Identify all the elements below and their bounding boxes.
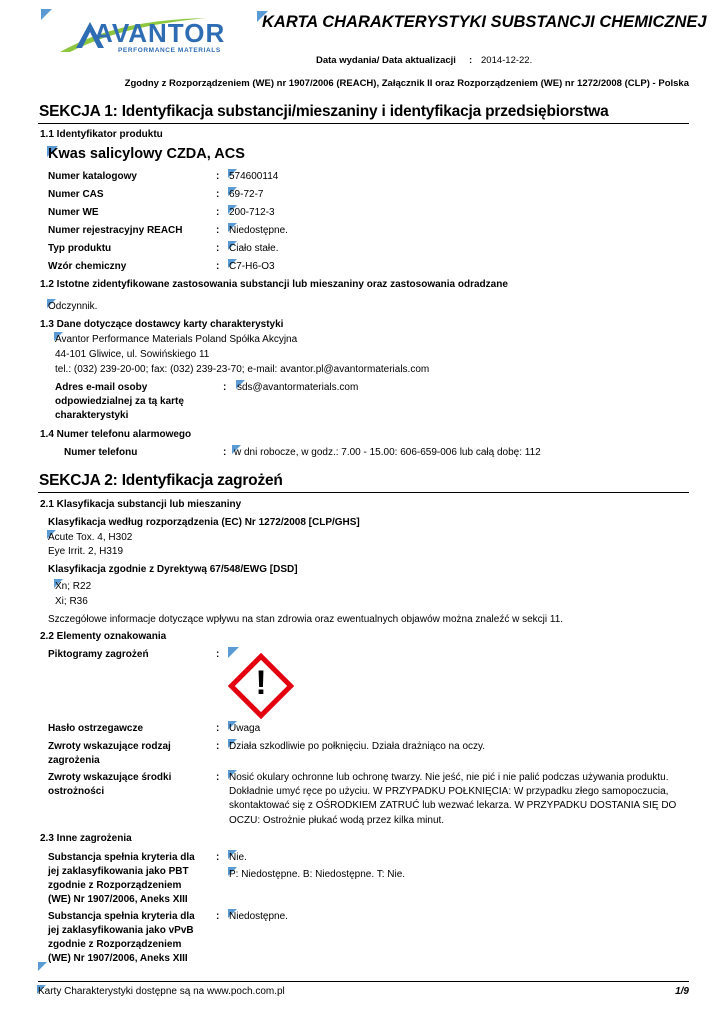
footer-rule xyxy=(38,981,689,982)
precautionary-label: ostrożności xyxy=(48,786,105,797)
company-logo xyxy=(56,12,246,56)
document-title: KARTA CHARAKTERYSTYKI SUBSTANCJI CHEMICZNEJ xyxy=(262,13,707,31)
field-value: 69-72-7 xyxy=(229,189,264,200)
health-details-note: Szczegółowe informacje dotyczące wpływu na stan zdrowia oraz ewentualnych objawów można znaleźć w sekcji 11. xyxy=(48,614,564,625)
phone-colon: : xyxy=(223,447,227,458)
vpvb-colon: : xyxy=(216,911,220,922)
identified-use: Odczynnik. xyxy=(48,301,98,312)
field-colon: : xyxy=(216,171,220,182)
subsection-1-2-title: 1.2 Istotne zidentyfikowane zastosowania substancji lub mieszaniny oraz zastosowania odradzane xyxy=(40,279,508,290)
regulation-line: Zgodny z Rozporządzeniem (WE) nr 1907/2006 (REACH), Załącznik II oraz Rozporządzeniem (WE) nr 1272/2008 (CLP) - Polska xyxy=(124,78,689,89)
email-label: charakterystyki xyxy=(55,410,129,421)
field-colon: : xyxy=(216,261,220,272)
vpvb-label: (WE) Nr 1907/2006, Aneks XIII xyxy=(48,953,188,964)
field-label: Numer WE xyxy=(48,207,99,218)
hazard-colon: : xyxy=(216,741,220,752)
pbt-label: (WE) Nr 1907/2006, Aneks XIII xyxy=(48,894,188,905)
phone-label: Numer telefonu xyxy=(64,447,138,458)
precautionary-colon: : xyxy=(216,772,220,783)
logo-brand-text: AVANTOR xyxy=(94,18,226,48)
signal-word-label: Hasło ostrzegawcze xyxy=(48,723,144,734)
pbt-label: zgodnie z Rozporządzeniem xyxy=(48,880,182,891)
field-value: Niedostępne. xyxy=(229,225,288,236)
supplier-contact: tel.: (032) 239-20-00; fax: (032) 239-23-70; e-mail: avantor.pl@avantormaterials.com xyxy=(55,364,430,375)
field-label: Typ produktu xyxy=(48,243,112,254)
dsd-heading: Klasyfikacja zgodnie z Dyrektywą 67/548/EWG [DSD] xyxy=(48,564,298,575)
precautionary-label: Zwroty wskazujące środki xyxy=(48,772,172,783)
dsd-class-2: Xi; R36 xyxy=(55,596,88,607)
subsection-2-1-title: 2.1 Klasyfikacja substancji lub mieszaniny xyxy=(40,499,242,510)
pbt-label: Substancja spełnia kryteria dla xyxy=(48,852,195,863)
dsd-class-1: Xn; R22 xyxy=(55,581,92,592)
footer-text: Karty Charakterystyki dostępne są na www.poch.com.pl xyxy=(38,986,285,997)
pbt-label: jej zaklasyfikowania jako PBT xyxy=(48,866,189,877)
subsection-1-4-title: 1.4 Numer telefonu alarmowego xyxy=(40,429,192,440)
field-colon: : xyxy=(216,243,220,254)
field-value: Ciało stałe. xyxy=(229,243,279,254)
issue-date-value: 2014-12-22. xyxy=(481,55,533,66)
signal-word-colon: : xyxy=(216,723,220,734)
field-label: Numer katalogowy xyxy=(48,171,137,182)
subsection-1-3-title: 1.3 Dane dotyczące dostawcy karty charakterystyki xyxy=(40,319,284,330)
precautionary-line: Nosić okulary ochronne lub ochronę twarzy. Nie jeść, nie pić i nie palić podczas używania produktu. xyxy=(229,772,669,783)
field-value: C7-H6-O3 xyxy=(229,261,275,272)
signal-word-value: Uwaga xyxy=(229,723,261,734)
field-colon: : xyxy=(216,207,220,218)
pictograms-label: Piktogramy zagrożeń xyxy=(48,649,149,660)
supplier-name: Avantor Performance Materials Poland Spółka Akcyjna xyxy=(55,334,298,345)
pbt-colon: : xyxy=(216,852,220,863)
logo-tagline: PERFORMANCE MATERIALS xyxy=(118,47,221,54)
precautionary-line: OCZU: Ostrożnie płukać wodą przez kilka minut. xyxy=(229,815,445,826)
email-colon: : xyxy=(223,382,227,393)
clp-heading: Klasyfikacja według rozporządzenia (EC) Nr 1272/2008 [CLP/GHS] xyxy=(48,517,360,528)
ghs07-exclamation-pictogram-icon xyxy=(228,653,294,719)
field-value: 200-712-3 xyxy=(229,207,275,218)
field-value: 574600114 xyxy=(229,171,279,182)
product-name: Kwas salicylowy CZDA, ACS xyxy=(48,146,245,162)
precautionary-line: Dokładnie umyć ręce po użyciu. W PRZYPADKU POŁKNIĘCIA: W przypadku złego samopoczucia, xyxy=(229,786,669,797)
issue-date-label: Data wydania/ Data aktualizacji xyxy=(316,55,456,66)
hazard-statements-label: Zwroty wskazujące rodzaj xyxy=(48,741,171,752)
hazard-statements-label: zagrożenia xyxy=(48,755,100,766)
email-label: Adres e-mail osoby xyxy=(55,382,148,393)
precautionary-line: skontaktować się z OŚRODKIEM ZATRUĆ lub wezwać lekarza. W PRZYPADKU DOSTANIA SIĘ DO xyxy=(229,800,677,811)
section-2-title: SEKCJA 2: Identyfikacja zagrożeń xyxy=(39,472,283,489)
supplier-address: 44-101 Gliwice, ul. Sowińskiego 11 xyxy=(55,349,210,360)
field-label: Numer CAS xyxy=(48,189,104,200)
field-colon: : xyxy=(216,189,220,200)
page-number: 1/9 xyxy=(675,986,689,997)
field-label: Numer rejestracyjny REACH xyxy=(48,225,183,236)
pbt-value: Nie. xyxy=(229,852,247,863)
vpvb-label-marker-icon xyxy=(38,962,47,971)
subsection-1-1-title: 1.1 Identyfikator produktu xyxy=(40,129,163,140)
vpvb-label: jej zaklasyfikowania jako vPvB xyxy=(48,925,194,936)
pbt-detail-value: P: Niedostępne. B: Niedostępne. T: Nie. xyxy=(229,869,406,880)
vpvb-label: Substancja spełnia kryteria dla xyxy=(48,911,195,922)
field-label: Wzór chemiczny xyxy=(48,261,127,272)
section-2-rule xyxy=(38,492,689,493)
email-label: odpowiedzialnej za tą kartę xyxy=(55,396,184,407)
clp-class-1: Acute Tox. 4, H302 xyxy=(48,532,133,543)
email-value[interactable]: sds@avantormaterials.com xyxy=(237,382,359,393)
corner-marker-icon xyxy=(41,9,52,20)
subsection-2-3-title: 2.3 Inne zagrożenia xyxy=(40,833,132,844)
vpvb-label: zgodnie z Rozporządzeniem xyxy=(48,939,182,950)
section-1-title: SEKCJA 1: Identyfikacja substancji/mieszaniny i identyfikacja przedsiębiorstwa xyxy=(39,103,609,120)
phone-value: w dni robocze, w godz.: 7.00 - 15.00: 606-659-006 lub całą dobę: 112 xyxy=(234,447,541,458)
pictogram-symbol: ! xyxy=(255,664,267,702)
clp-class-2: Eye Irrit. 2, H319 xyxy=(48,546,124,557)
subsection-2-2-title: 2.2 Elementy oznakowania xyxy=(40,631,167,642)
section-1-rule xyxy=(38,123,689,124)
pictograms-colon: : xyxy=(216,649,220,660)
hazard-statements-value: Działa szkodliwie po połknięciu. Działa drażniąco na oczy. xyxy=(229,741,486,752)
vpvb-value: Niedostępne. xyxy=(229,911,288,922)
issue-date-colon: : xyxy=(469,55,473,66)
field-colon: : xyxy=(216,225,220,236)
